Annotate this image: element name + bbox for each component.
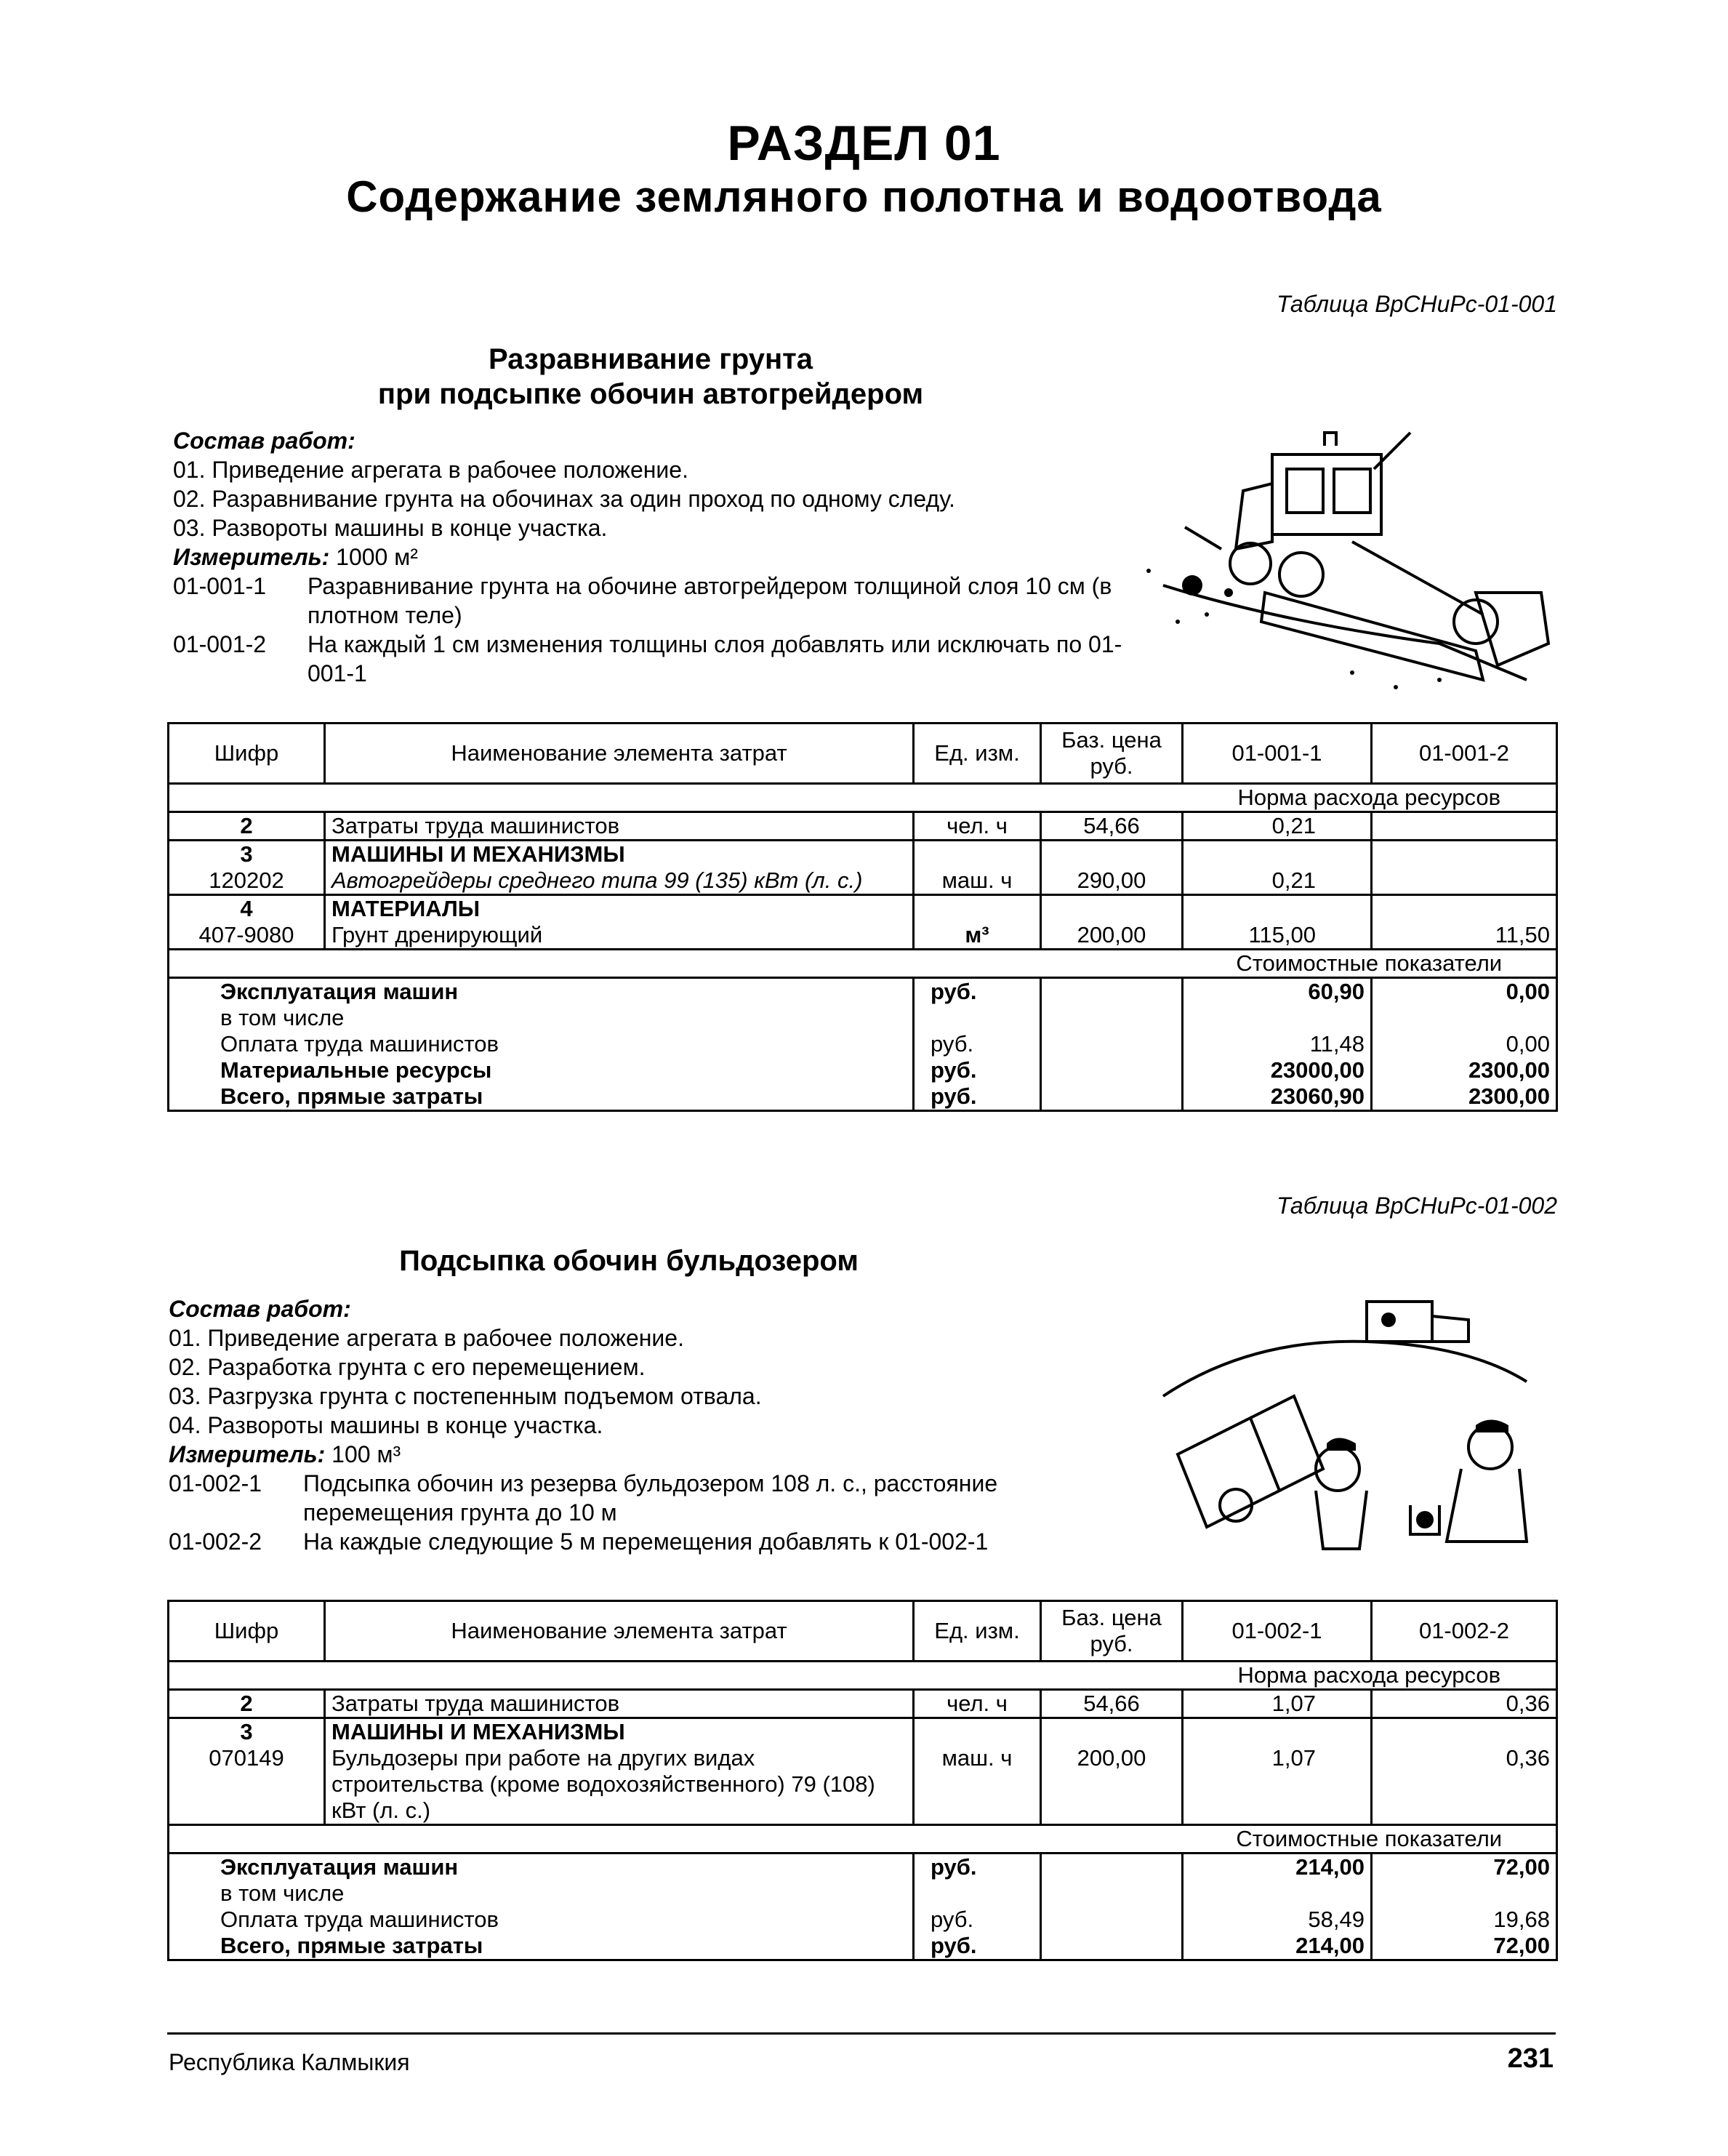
- row-v2: [1372, 812, 1557, 841]
- row-unit: чел. ч: [914, 812, 1041, 841]
- table-header-row: [169, 1601, 1557, 1662]
- col-header-unit: Ед. изм.: [914, 1601, 1041, 1662]
- cost-v2: 2300,00: [1372, 1057, 1557, 1083]
- row-v1: 0,21: [1183, 812, 1372, 841]
- row-unit: м³: [914, 922, 1041, 950]
- table1-caption: Таблица ВрСНиРс-01-001: [1277, 291, 1557, 317]
- col-header-v2: 01-001-2: [1372, 724, 1557, 784]
- row-code: 120202: [209, 867, 284, 893]
- table-row: [169, 1745, 1557, 1825]
- cost-unit: руб.: [914, 1031, 1041, 1057]
- norm-header-row: [169, 784, 1557, 812]
- page-number: 231: [1507, 2043, 1554, 2074]
- col-header-code: Шифр: [169, 1601, 325, 1662]
- row-v1: 115,00: [1183, 922, 1372, 950]
- row-v1: 0,21: [1183, 867, 1372, 895]
- cost-row: [169, 1907, 1557, 1933]
- item-line: [173, 630, 1140, 688]
- row-name: МАШИНЫ И МЕХАНИЗМЫ: [325, 1718, 914, 1746]
- item-text: На каждые следующие 5 м перемещения добавлять к 01-002-1: [303, 1528, 989, 1555]
- item-code: 01-001-2: [173, 631, 267, 657]
- col-header-name: Наименование элемента затрат: [325, 724, 914, 784]
- item-code: 01-002-2: [169, 1528, 262, 1555]
- row-name: Автогрейдеры среднего типа 99 (135) кВт (л. с.): [325, 867, 914, 895]
- item-code: 01-002-1: [169, 1470, 262, 1496]
- table-row: [169, 841, 1557, 868]
- footer-region: Республика Калмыкия: [169, 2049, 410, 2075]
- cost-name: Материальные ресурсы: [220, 1057, 492, 1083]
- item-code: 01-001-1: [173, 573, 267, 599]
- row-price: 200,00: [1041, 922, 1183, 950]
- item-text: Подсыпка обочин из резерва бульдозером 108 л. с., расстояние перемещения грунта до 10 м: [303, 1470, 998, 1526]
- row-name: МАТЕРИАЛЫ: [325, 895, 914, 923]
- cost-unit: руб.: [914, 1083, 1041, 1111]
- work-item: 01. Приведение агрегата в рабочее положение.: [173, 457, 688, 483]
- work-item: 02. Разравнивание грунта на обочинах за один проход по одному следу.: [173, 486, 955, 512]
- norm-header-row: [169, 1662, 1557, 1690]
- row-v2: 0,36: [1372, 1690, 1557, 1718]
- table-row: [169, 812, 1557, 841]
- cost-unit: руб.: [914, 1057, 1041, 1083]
- works-label: Состав работ:: [173, 428, 355, 454]
- item-line: [173, 572, 1140, 630]
- cost-row: [169, 1057, 1557, 1083]
- table1-heading-line2: при подсыпке обочин автогрейдером: [377, 378, 924, 410]
- cost-row: [169, 1933, 1557, 1960]
- col-header-v1: 01-001-1: [1183, 724, 1372, 784]
- cost-v1: 23060,90: [1183, 1083, 1372, 1111]
- row-v2: 11,50: [1372, 922, 1557, 950]
- table1-heading-line1: Разравнивание грунта: [488, 343, 813, 375]
- item-line: [169, 1469, 1136, 1527]
- norm-header: Норма расхода ресурсов: [1183, 1662, 1557, 1690]
- cost-row: [169, 1854, 1557, 1881]
- col-header-name: Наименование элемента затрат: [325, 1601, 914, 1662]
- cost-name: Оплата труда машинистов: [220, 1907, 499, 1932]
- row-name: МАШИНЫ И МЕХАНИЗМЫ: [325, 841, 914, 868]
- cost-name: в том числе: [220, 1005, 345, 1030]
- cost-v2: 0,00: [1372, 1031, 1557, 1057]
- cost-row: [169, 1031, 1557, 1057]
- cost-v1: 60,90: [1183, 978, 1372, 1006]
- meter-line: [173, 542, 1140, 572]
- table-row: [169, 1690, 1557, 1718]
- row-code: 070149: [209, 1745, 284, 1771]
- col-header-unit: Ед. изм.: [914, 724, 1041, 784]
- cost-header: Стоимостные показатели: [1183, 1825, 1557, 1854]
- cost-name: Оплата труда машинистов: [220, 1031, 499, 1057]
- row-price: 200,00: [1041, 1745, 1183, 1825]
- item-text: На каждый 1 см изменения толщины слоя добавлять или исключать по 01-001-1: [308, 631, 1122, 686]
- cost-row: [169, 1083, 1557, 1111]
- cost-header: Стоимостные показатели: [1183, 950, 1557, 978]
- row-v1: 1,07: [1183, 1745, 1372, 1825]
- cost-unit: руб.: [914, 1933, 1041, 1960]
- cost-v2: 19,68: [1372, 1907, 1557, 1933]
- col-header-code: Шифр: [169, 724, 325, 784]
- col-header-v2: 01-002-2: [1372, 1601, 1557, 1662]
- row-code: 3: [169, 1718, 325, 1746]
- item-text: Разравнивание грунта на обочине автогрейдером толщиной слоя 10 см (в плотном теле): [308, 573, 1112, 628]
- norm-header: Норма расхода ресурсов: [1183, 784, 1557, 812]
- table-header-row: [169, 724, 1557, 784]
- cost-v1: 214,00: [1183, 1933, 1372, 1960]
- bulldozer-illustration: [1149, 1287, 1556, 1571]
- row-name: Затраты труда машинистов: [325, 1690, 914, 1718]
- table1-description: [173, 426, 1140, 688]
- row-code: 2: [169, 1690, 325, 1718]
- col-header-v1: 01-002-1: [1183, 1601, 1372, 1662]
- row-unit: маш. ч: [914, 867, 1041, 895]
- cost-unit: руб.: [914, 1907, 1041, 1933]
- row-code: 407-9080: [198, 922, 294, 947]
- cost-header-row: [169, 1825, 1557, 1854]
- cost-row: [169, 1880, 1557, 1907]
- meter-value: 100 м³: [331, 1441, 401, 1467]
- work-item: 02. Разработка грунта с его перемещением.: [169, 1354, 646, 1380]
- table1-cost-table: [167, 722, 1558, 1112]
- row-code: 3: [169, 841, 325, 868]
- table2-heading: Подсыпка обочин бульдозером: [399, 1245, 859, 1277]
- works-label: Состав работ:: [169, 1296, 351, 1322]
- cost-name: Эксплуатация машин: [169, 978, 914, 1006]
- cost-row: [169, 978, 1557, 1006]
- table2-description: [169, 1294, 1136, 1556]
- row-price: 54,66: [1041, 812, 1183, 841]
- meter-label: Измеритель:: [169, 1441, 326, 1467]
- cost-v1: 214,00: [1183, 1854, 1372, 1881]
- meter-line: [169, 1440, 1136, 1469]
- table-row: [169, 895, 1557, 923]
- row-name: Бульдозеры при работе на других видах строительства (кроме водохозяйственного) 79 (108) кВт (л. с.): [325, 1745, 914, 1825]
- table-row: [169, 867, 1557, 895]
- section-title: Содержание земляного полотна и водоотвода: [346, 172, 1382, 221]
- cost-row: [169, 1005, 1557, 1031]
- cost-v1: 58,49: [1183, 1907, 1372, 1933]
- cost-unit: руб.: [914, 978, 1041, 1006]
- cost-v1: 11,48: [1183, 1031, 1372, 1057]
- item-line: [169, 1527, 1136, 1556]
- grader-illustration: [1134, 404, 1556, 702]
- row-code: 4: [169, 895, 325, 923]
- table1-heading: [240, 342, 1061, 412]
- col-header-price: Баз. цена руб.: [1041, 1601, 1183, 1662]
- cost-name: Всего, прямые затраты: [220, 1083, 483, 1109]
- table2-cost-table: [167, 1600, 1558, 1961]
- cost-name: Эксплуатация машин: [169, 1854, 914, 1881]
- meter-label: Измеритель:: [173, 544, 330, 570]
- cost-v2: 0,00: [1372, 978, 1557, 1006]
- row-unit: чел. ч: [914, 1690, 1041, 1718]
- row-price: 290,00: [1041, 867, 1183, 895]
- cost-v1: 23000,00: [1183, 1057, 1372, 1083]
- cost-name: Всего, прямые затраты: [220, 1933, 483, 1958]
- cost-name: в том числе: [220, 1880, 345, 1906]
- cost-v2: 72,00: [1372, 1933, 1557, 1960]
- cost-header-row: [169, 950, 1557, 978]
- row-name: Затраты труда машинистов: [325, 812, 914, 841]
- work-item: 03. Разгрузка грунта с постепенным подъемом отвала.: [169, 1383, 762, 1409]
- footer-rule: [167, 2032, 1556, 2035]
- section-number: РАЗДЕЛ 01: [727, 116, 1001, 171]
- cost-unit: руб.: [914, 1854, 1041, 1881]
- row-v2: [1372, 867, 1557, 895]
- row-price: 54,66: [1041, 1690, 1183, 1718]
- row-v1: 1,07: [1183, 1690, 1372, 1718]
- work-item: 04. Развороты машины в конце участка.: [169, 1412, 603, 1438]
- table-row: [169, 1718, 1557, 1746]
- row-unit: маш. ч: [914, 1745, 1041, 1825]
- table2-caption: Таблица ВрСНиРс-01-002: [1277, 1193, 1557, 1219]
- work-item: 01. Приведение агрегата в рабочее положение.: [169, 1325, 684, 1351]
- col-header-price: Баз. цена руб.: [1041, 724, 1183, 784]
- work-item: 03. Развороты машины в конце участка.: [173, 515, 608, 541]
- cost-v2: 72,00: [1372, 1854, 1557, 1881]
- row-name: Грунт дренирующий: [325, 922, 914, 950]
- row-code: 2: [169, 812, 325, 841]
- meter-value: 1000 м²: [336, 544, 418, 570]
- cost-v2: 2300,00: [1372, 1083, 1557, 1111]
- table-row: [169, 922, 1557, 950]
- row-v2: 0,36: [1372, 1745, 1557, 1825]
